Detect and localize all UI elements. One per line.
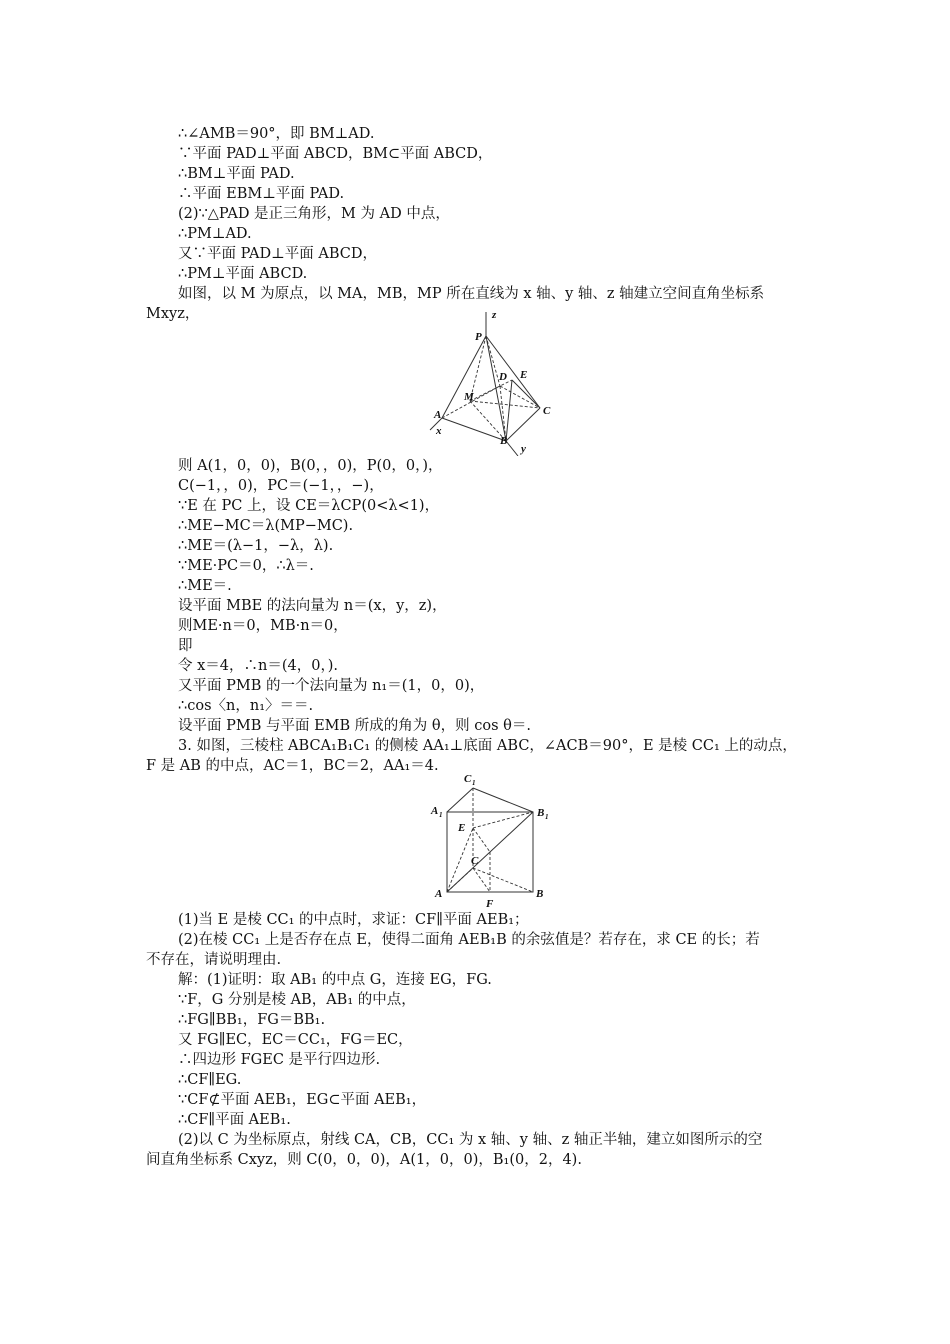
fig2-label: A — [435, 888, 443, 900]
fig2-label: C — [464, 773, 472, 785]
text-line: 如图，以 M 为原点，以 MA，MB，MP 所在直线为 x 轴、y 轴、z 轴建立空间直角坐标系 — [178, 286, 765, 302]
text-line: ∴CF∥平面 AEB₁. — [178, 1112, 291, 1128]
text-line: 解：(1)证明：取 AB₁ 的中点 G，连接 EG，FG. — [178, 972, 492, 988]
text-line: ∴平面 EBM⊥平面 PAD. — [178, 186, 345, 202]
fig1-label: C — [543, 405, 551, 417]
fig1-label: E — [520, 369, 528, 381]
text-line: (2)以 C 为坐标原点，射线 CA，CB，CC₁ 为 x 轴、y 轴、z 轴正半轴，建立如图所示的空 — [178, 1132, 763, 1148]
text-line: ∴四边形 FGEC 是平行四边形. — [178, 1052, 381, 1068]
fig2-label: 1 — [545, 813, 549, 821]
text-line: ∴ME＝(λ−1，−λ，λ). — [178, 538, 334, 554]
text-line: ∴FG∥BB₁，FG＝BB₁. — [178, 1012, 326, 1028]
text-line: F 是 AB 的中点，AC＝1，BC＝2，AA₁＝4. — [146, 758, 439, 774]
fig2-label: 1 — [439, 811, 443, 819]
text-line: ∴ME−MC＝λ(MP−MC). — [178, 518, 354, 534]
text-line: 即 — [178, 638, 193, 654]
text-line: 3. 如图，三棱柱 ABCA₁B₁C₁ 的侧棱 AA₁⊥底面 ABC，∠ACB＝90°，E 是棱 CC₁ 上的动点， — [178, 738, 797, 754]
fig1-label: P — [475, 331, 482, 343]
text-line: 又 FG∥EC，EC＝CC₁，FG＝EC， — [178, 1032, 413, 1048]
text-line: ∵ME·PC＝0，∴λ＝. — [178, 558, 314, 574]
fig1-label: x — [436, 425, 442, 437]
text-line: ∴PM⊥平面 ABCD. — [178, 266, 308, 282]
text-line: 则 A(1，0，0)，B(0，，0)，P(0，0，)， — [178, 458, 443, 474]
text-line: 设平面 MBE 的法向量为 n＝(x，y，z)， — [178, 598, 447, 614]
text-line: 不存在，请说明理由. — [146, 952, 282, 968]
text-line: ∴PM⊥AD. — [178, 226, 252, 242]
text-line: 则ME·n＝0，MB·n＝0， — [178, 618, 348, 634]
text-line: (2)在棱 CC₁ 上是否存在点 E，使得二面角 AEB₁B 的余弦值是？若存在，求 CE 的长；若 — [178, 932, 760, 948]
text-line: ∴cos〈n，n₁〉＝＝. — [178, 698, 314, 714]
text-line: ∴BM⊥平面 PAD. — [178, 166, 295, 182]
fig2-label: E — [458, 822, 466, 834]
fig2-label: B — [536, 888, 544, 900]
fig2-label: C — [471, 855, 479, 867]
text-line: Mxyz， — [146, 306, 200, 322]
fig1-label: A — [434, 409, 442, 421]
text-line: C(−1，，0)，PC＝(−1，，−)， — [178, 478, 384, 494]
text-line: ∴ME＝. — [178, 578, 232, 594]
text-line: 令 x＝4，∴n＝(4，0，). — [178, 658, 338, 674]
text-line: ∵E 在 PC 上，设 CE＝λCP(0<λ<1)， — [178, 498, 440, 514]
text-line: 又平面 PMB 的一个法向量为 n₁＝(1，0，0)， — [178, 678, 485, 694]
fig1-label: B — [500, 435, 508, 447]
fig1-label: y — [521, 443, 526, 455]
text-line: ∵CF⊄平面 AEB₁，EG⊂平面 AEB₁， — [178, 1092, 427, 1108]
text-line: ∵F，G 分别是棱 AB，AB₁ 的中点， — [178, 992, 416, 1008]
text-line: ∵平面 PAD⊥平面 ABCD，BM⊂平面 ABCD， — [178, 146, 493, 162]
fig2-label: F — [486, 898, 494, 910]
pyramid-figure — [420, 306, 570, 456]
text-line: 又∵平面 PAD⊥平面 ABCD， — [178, 246, 377, 262]
text-line: (2)∵△PAD 是正三角形，M 为 AD 中点， — [178, 206, 450, 222]
text-line: 间直角坐标系 Cxyz，则 C(0，0，0)，A(1，0，0)，B₁(0，2，4). — [146, 1152, 582, 1168]
text-line: ∴∠AMB＝90°，即 BM⊥AD. — [178, 126, 375, 142]
text-line: ∴CF∥EG. — [178, 1072, 242, 1088]
prism-figure — [425, 770, 555, 912]
fig2-label: A — [431, 805, 439, 817]
fig2-label: 1 — [472, 779, 476, 787]
fig2-label: B — [537, 807, 545, 819]
fig1-label: z — [492, 309, 497, 321]
text-line: (1)当 E 是棱 CC₁ 的中点时，求证：CF∥平面 AEB₁； — [178, 912, 529, 928]
text-line: 设平面 PMB 与平面 EMB 所成的角为 θ，则 cos θ＝. — [178, 718, 531, 734]
fig1-label: D — [499, 371, 507, 383]
fig1-label: M — [464, 391, 474, 403]
